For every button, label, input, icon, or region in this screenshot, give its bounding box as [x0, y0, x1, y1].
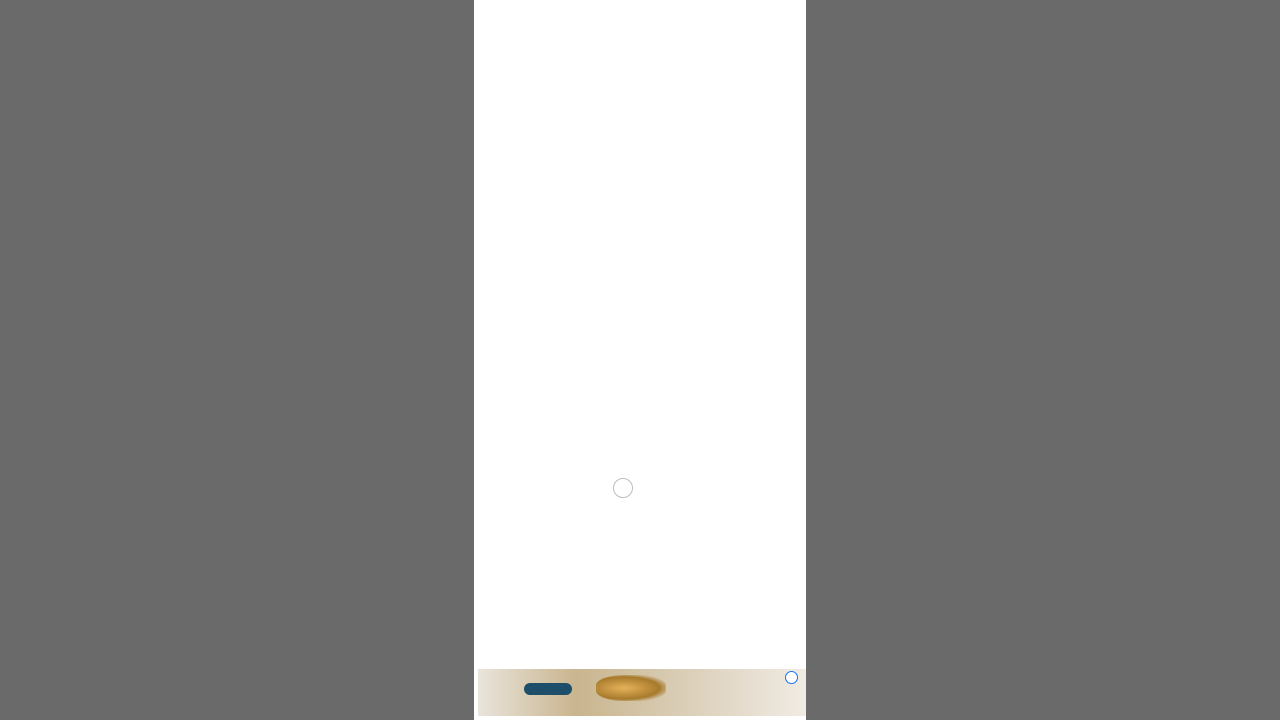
star-divider	[474, 636, 806, 654]
ad-info-icon[interactable]	[785, 671, 798, 684]
ad-product-image	[596, 675, 666, 701]
loading-spinner-icon	[613, 478, 633, 498]
ad-close-icon[interactable]	[798, 671, 806, 682]
ad-banner[interactable]	[478, 669, 806, 716]
ad-cta-button[interactable]	[524, 683, 572, 695]
document-text	[474, 0, 806, 44]
lesson-heading	[474, 0, 806, 44]
document-page[interactable]	[474, 0, 806, 720]
